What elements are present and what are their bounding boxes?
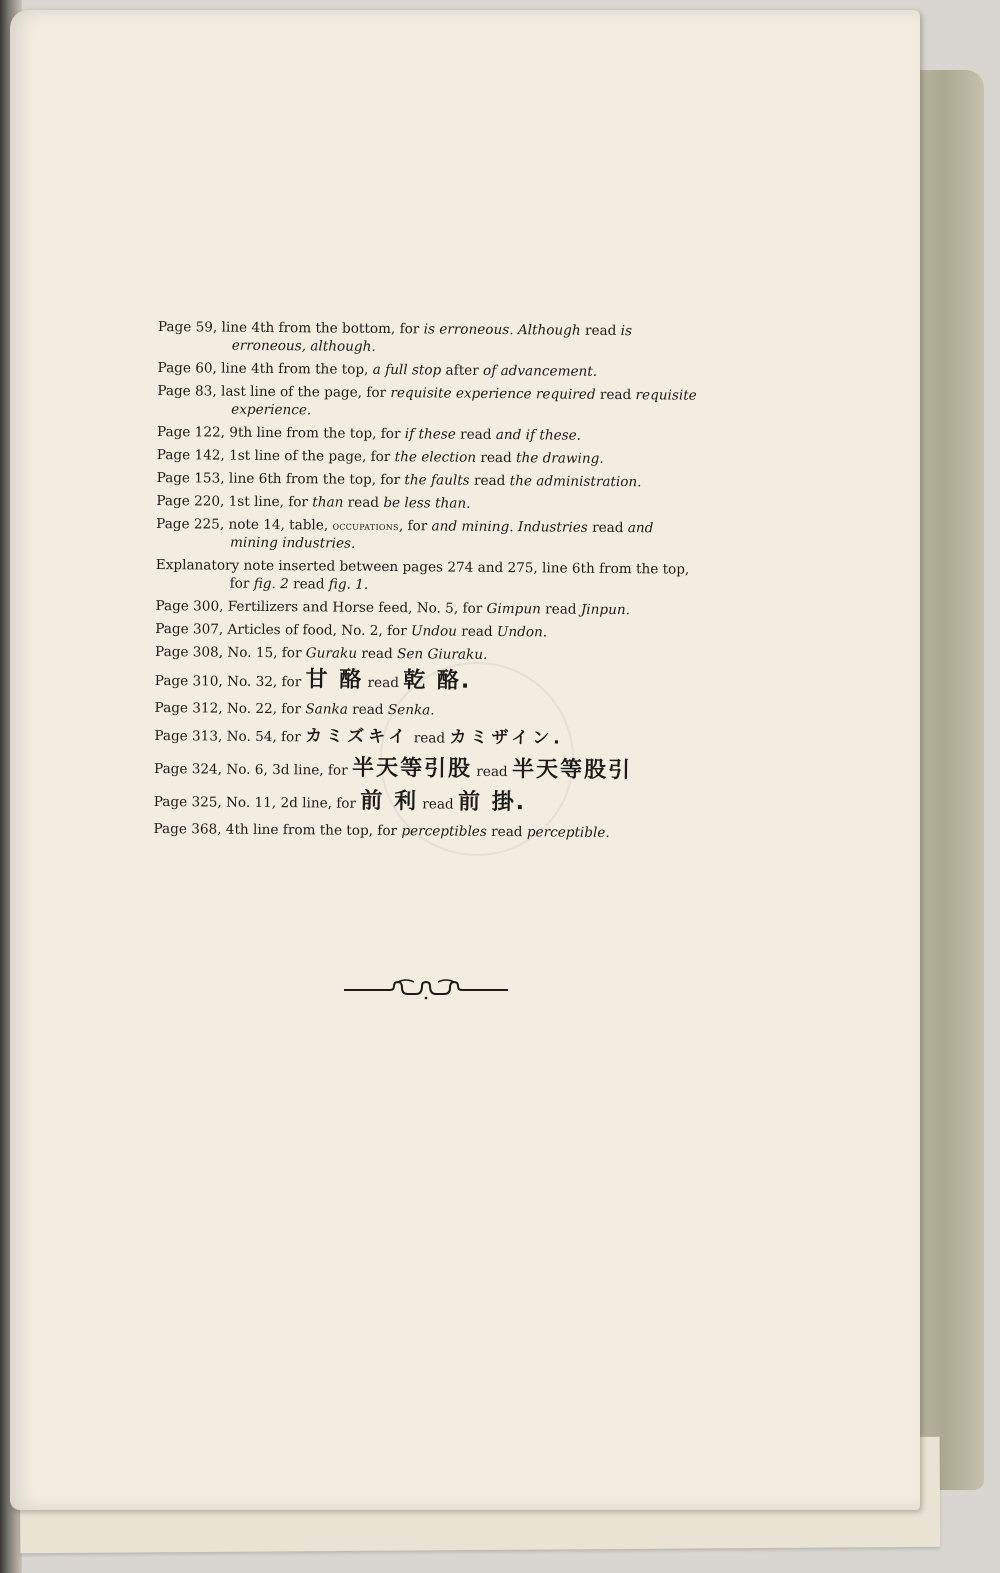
errata-text: 前 掛.	[457, 789, 527, 816]
errata-entry	[156, 515, 696, 556]
errata-entry	[154, 754, 694, 787]
errata-text: is erroneous. Although	[423, 321, 581, 339]
errata-text: read	[347, 701, 388, 719]
errata-text: the administration.	[509, 473, 642, 491]
errata-text: read	[288, 576, 329, 593]
errata-text: of advancement.	[482, 362, 598, 380]
errata-text: Page 312, No. 22, for	[154, 699, 306, 718]
errata-list	[153, 318, 698, 848]
errata-text: read	[356, 645, 398, 663]
errata-text: perceptibles	[401, 823, 487, 840]
errata-entry	[157, 446, 697, 469]
errata-text: read	[469, 472, 510, 490]
errata-entry	[155, 620, 695, 643]
errata-text: is erroneous, although.	[231, 323, 633, 355]
errata-text: read	[409, 730, 450, 747]
errata-text: Sen Giuraku.	[396, 646, 488, 663]
errata-text: Senka.	[387, 702, 435, 719]
errata-text: 乾 酪.	[403, 668, 472, 694]
errata-entry	[156, 492, 696, 515]
errata-text: Page 313, No. 54, for	[154, 727, 306, 746]
errata-text: Page 368, 4th line from the top, for	[153, 820, 402, 840]
errata-text: Page 83, last line of the page, for	[157, 382, 391, 402]
errata-text: fig. 1.	[328, 576, 369, 593]
errata-text: the drawing.	[515, 450, 604, 467]
errata-text: read	[455, 426, 496, 443]
errata-entry	[157, 382, 697, 423]
errata-text: the faults	[404, 472, 470, 489]
errata-text: if these	[404, 426, 456, 443]
errata-text: 前 利	[360, 788, 419, 815]
errata-text: 半天等引股	[351, 755, 473, 782]
errata-entry	[155, 666, 695, 699]
errata-entry	[158, 318, 698, 359]
errata-text: read	[595, 386, 636, 404]
errata-entry	[155, 699, 695, 722]
errata-text: 半天等股引	[511, 757, 633, 784]
errata-text: read	[486, 823, 527, 841]
errata-text: カミズキイ	[305, 726, 410, 748]
errata-text: after	[441, 362, 484, 379]
torn-page-edge	[912, 70, 984, 1490]
errata-text: read	[540, 601, 581, 618]
errata-entry	[157, 469, 697, 492]
errata-text: fig. 2	[253, 575, 289, 593]
errata-text: Undon.	[496, 623, 548, 641]
errata-text: read	[475, 449, 517, 467]
printer-ornament-icon	[342, 976, 510, 1002]
errata-entry	[153, 820, 693, 843]
errata-text: Page 307, Articles of food, No. 2, for	[155, 620, 412, 640]
errata-text: perceptible.	[526, 824, 610, 841]
errata-text: Jinpun.	[580, 601, 631, 619]
errata-text: be less than.	[383, 494, 471, 512]
errata-text: Page 220, 1st line, for	[156, 492, 313, 511]
errata-text: Guraku	[305, 645, 358, 662]
errata-text: 甘 酪	[305, 667, 364, 693]
errata-text: Sanka	[305, 701, 348, 718]
errata-text: and if these.	[495, 426, 582, 444]
errata-text: Page 59, line 4th from the bottom, for	[157, 318, 424, 338]
errata-entry	[154, 787, 694, 820]
errata-text: Page 122, 9th line from the top, for	[156, 423, 405, 443]
errata-text: requisite experience required	[390, 385, 596, 403]
errata-text: Page 225, note 14, table,	[156, 515, 333, 534]
errata-text: , for	[398, 518, 432, 535]
errata-entry	[155, 597, 695, 620]
errata-text: read	[471, 763, 513, 781]
errata-entry	[156, 556, 696, 597]
errata-entry	[157, 423, 697, 446]
errata-entry	[157, 359, 697, 382]
errata-text: requisite experience.	[231, 387, 697, 419]
errata-text: Page 153, line 6th from the top, for	[156, 469, 405, 489]
errata-entry	[154, 722, 694, 754]
errata-text: read	[587, 519, 628, 537]
errata-text: and mining. Industries	[431, 518, 588, 536]
errata-text: Undou	[411, 623, 458, 640]
errata-text: read	[580, 322, 621, 340]
errata-text: Explanatory note inserted between pages 274 and 275, line 6th from the top, for	[155, 556, 690, 592]
errata-text: カミザイン.	[449, 727, 564, 749]
errata-text: Page 310, No. 32, for	[154, 672, 306, 691]
errata-text: Page 142, 1st line of the page, for	[156, 446, 395, 466]
errata-entry	[155, 643, 695, 666]
errata-text: read	[363, 674, 404, 692]
errata-text: read	[417, 796, 459, 813]
errata-text: the election	[394, 449, 477, 466]
errata-text: Page 325, No. 11, 2d line, for	[153, 793, 361, 812]
errata-text: occupations	[332, 518, 399, 534]
errata-text: and mining industries.	[229, 520, 654, 552]
errata-text: Page 308, No. 15, for	[155, 643, 306, 662]
errata-text: Page 60, line 4th from the top,	[157, 359, 373, 378]
errata-text: read	[456, 623, 498, 640]
errata-text: than	[312, 494, 344, 511]
errata-text: Gimpun	[486, 600, 541, 618]
errata-text: Page 300, Fertilizers and Horse feed, No. 5, for	[155, 597, 487, 617]
errata-text: a full stop	[372, 361, 442, 379]
errata-text: read	[343, 494, 384, 511]
errata-text: Page 324, No. 6, 3d line, for	[153, 760, 353, 779]
